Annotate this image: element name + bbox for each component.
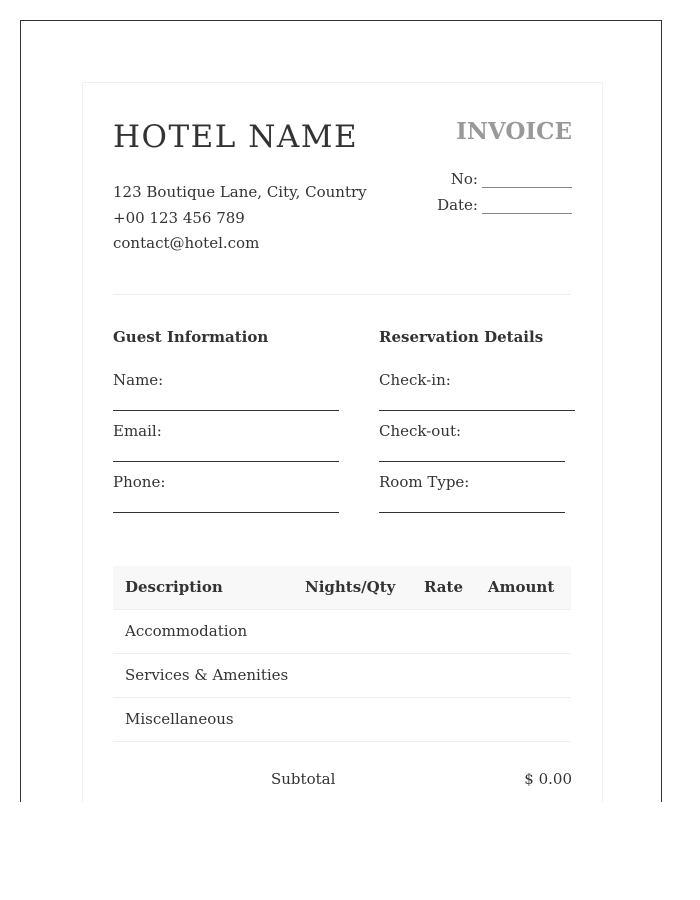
invoice-title: INVOICE bbox=[456, 118, 572, 145]
checkout-label: Check-out: bbox=[379, 422, 462, 440]
subtotal-label: Subtotal bbox=[271, 770, 336, 788]
invoice-number-blank[interactable]: ____________ bbox=[482, 170, 572, 188]
guest-email-label: Email: bbox=[113, 422, 162, 440]
table-row bbox=[113, 654, 571, 698]
invoice-date-label: Date: bbox=[437, 196, 478, 214]
hotel-email: contact@hotel.com bbox=[113, 234, 260, 252]
invoice-number-row bbox=[451, 170, 572, 188]
row-description: Miscellaneous bbox=[125, 710, 234, 728]
table-header bbox=[113, 566, 571, 610]
table-row bbox=[113, 698, 571, 742]
hotel-phone: +00 123 456 789 bbox=[113, 209, 245, 227]
invoice-date-row bbox=[437, 196, 572, 214]
hotel-name: HOTEL NAME bbox=[113, 119, 359, 155]
page-frame bbox=[20, 20, 662, 802]
guest-phone-label: Phone: bbox=[113, 473, 166, 491]
line-items-table bbox=[113, 566, 571, 742]
checkin-field[interactable] bbox=[379, 410, 575, 411]
invoice-number-label: No: bbox=[450, 170, 478, 188]
column-header-nights-qty: Nights/Qty bbox=[305, 578, 396, 596]
invoice-sheet bbox=[82, 82, 603, 802]
column-header-rate: Rate bbox=[424, 578, 464, 596]
guest-phone-field[interactable] bbox=[113, 512, 339, 513]
guest-email-field[interactable] bbox=[113, 461, 339, 462]
header-divider bbox=[113, 294, 571, 295]
guest-info-title: Guest Information bbox=[113, 328, 269, 346]
hotel-address: 123 Boutique Lane, City, Country bbox=[113, 183, 367, 201]
column-header-amount: Amount bbox=[488, 578, 555, 596]
guest-name-label: Name: bbox=[113, 371, 164, 389]
row-description: Accommodation bbox=[125, 622, 248, 640]
guest-name-field[interactable] bbox=[113, 410, 339, 411]
table-row bbox=[113, 610, 571, 654]
room-type-field[interactable] bbox=[379, 512, 565, 513]
reservation-details-title: Reservation Details bbox=[379, 328, 544, 346]
room-type-label: Room Type: bbox=[379, 473, 470, 491]
row-description: Services & Amenities bbox=[125, 666, 289, 684]
checkin-label: Check-in: bbox=[379, 371, 451, 389]
checkout-field[interactable] bbox=[379, 461, 565, 462]
column-header-description: Description bbox=[125, 578, 223, 596]
invoice-date-blank[interactable]: ____________ bbox=[482, 196, 572, 214]
subtotal-value: $ 0.00 bbox=[524, 770, 572, 788]
